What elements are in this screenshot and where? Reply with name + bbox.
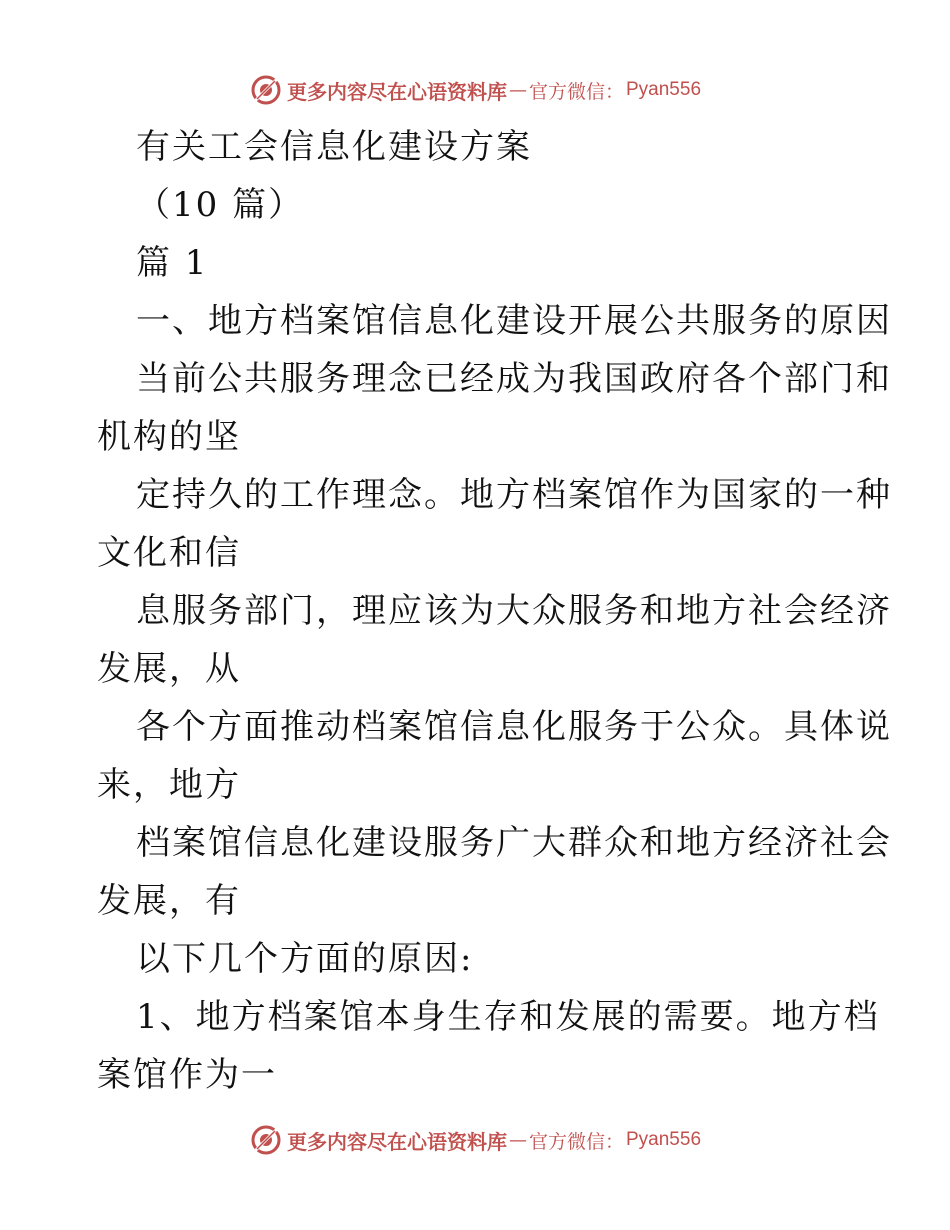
watermark-separator: — <box>508 79 527 101</box>
section-heading: 一、地方档案馆信息化建设开展公共服务的原因 <box>136 301 892 341</box>
watermark-wechat-id: Pyan556 <box>626 1129 702 1150</box>
paragraph-line: 发展，从 <box>97 649 241 689</box>
paragraph-line: 各个方面推动档案馆信息化服务于公众。具体说 <box>136 707 892 747</box>
paragraph-line: 息服务部门，理应该为大众服务和地方社会经济 <box>136 591 892 631</box>
quill-circle-logo-icon <box>249 73 283 107</box>
quill-circle-logo-icon <box>249 1123 283 1157</box>
paragraph-line: 文化和信 <box>97 533 241 573</box>
watermark-separator: — <box>508 1129 527 1151</box>
watermark-text: 更多内容尽在心语资料库 <box>286 1129 507 1154</box>
document-title: 有关工会信息化建设方案 <box>136 127 532 167</box>
paragraph-line: 来，地方 <box>97 765 241 805</box>
chapter-label: 篇 1 <box>136 243 209 283</box>
watermark-wechat-id: Pyan556 <box>626 79 702 100</box>
paragraph-line: 定持久的工作理念。地方档案馆作为国家的一种 <box>136 475 892 515</box>
paragraph-line: 档案馆信息化建设服务广大群众和地方经济社会 <box>136 823 892 863</box>
paragraph-line: 1、地方档案馆本身生存和发展的需要。地方档 <box>136 997 880 1037</box>
paragraph-line: 机构的坚 <box>97 417 241 457</box>
paragraph-line: 当前公共服务理念已经成为我国政府各个部门和 <box>136 359 892 399</box>
paragraph-line: 以下几个方面的原因: <box>136 939 474 979</box>
footer-watermark <box>0 1120 950 1160</box>
paragraph-line: 发展，有 <box>97 881 241 921</box>
paragraph-line: 案馆作为一 <box>97 1055 277 1095</box>
watermark-text: 更多内容尽在心语资料库 <box>286 79 507 104</box>
watermark-label: 官方微信： <box>528 1130 624 1153</box>
document-subtitle: （10 篇） <box>136 185 305 225</box>
watermark-label: 官方微信： <box>528 80 624 103</box>
header-watermark <box>0 70 950 110</box>
